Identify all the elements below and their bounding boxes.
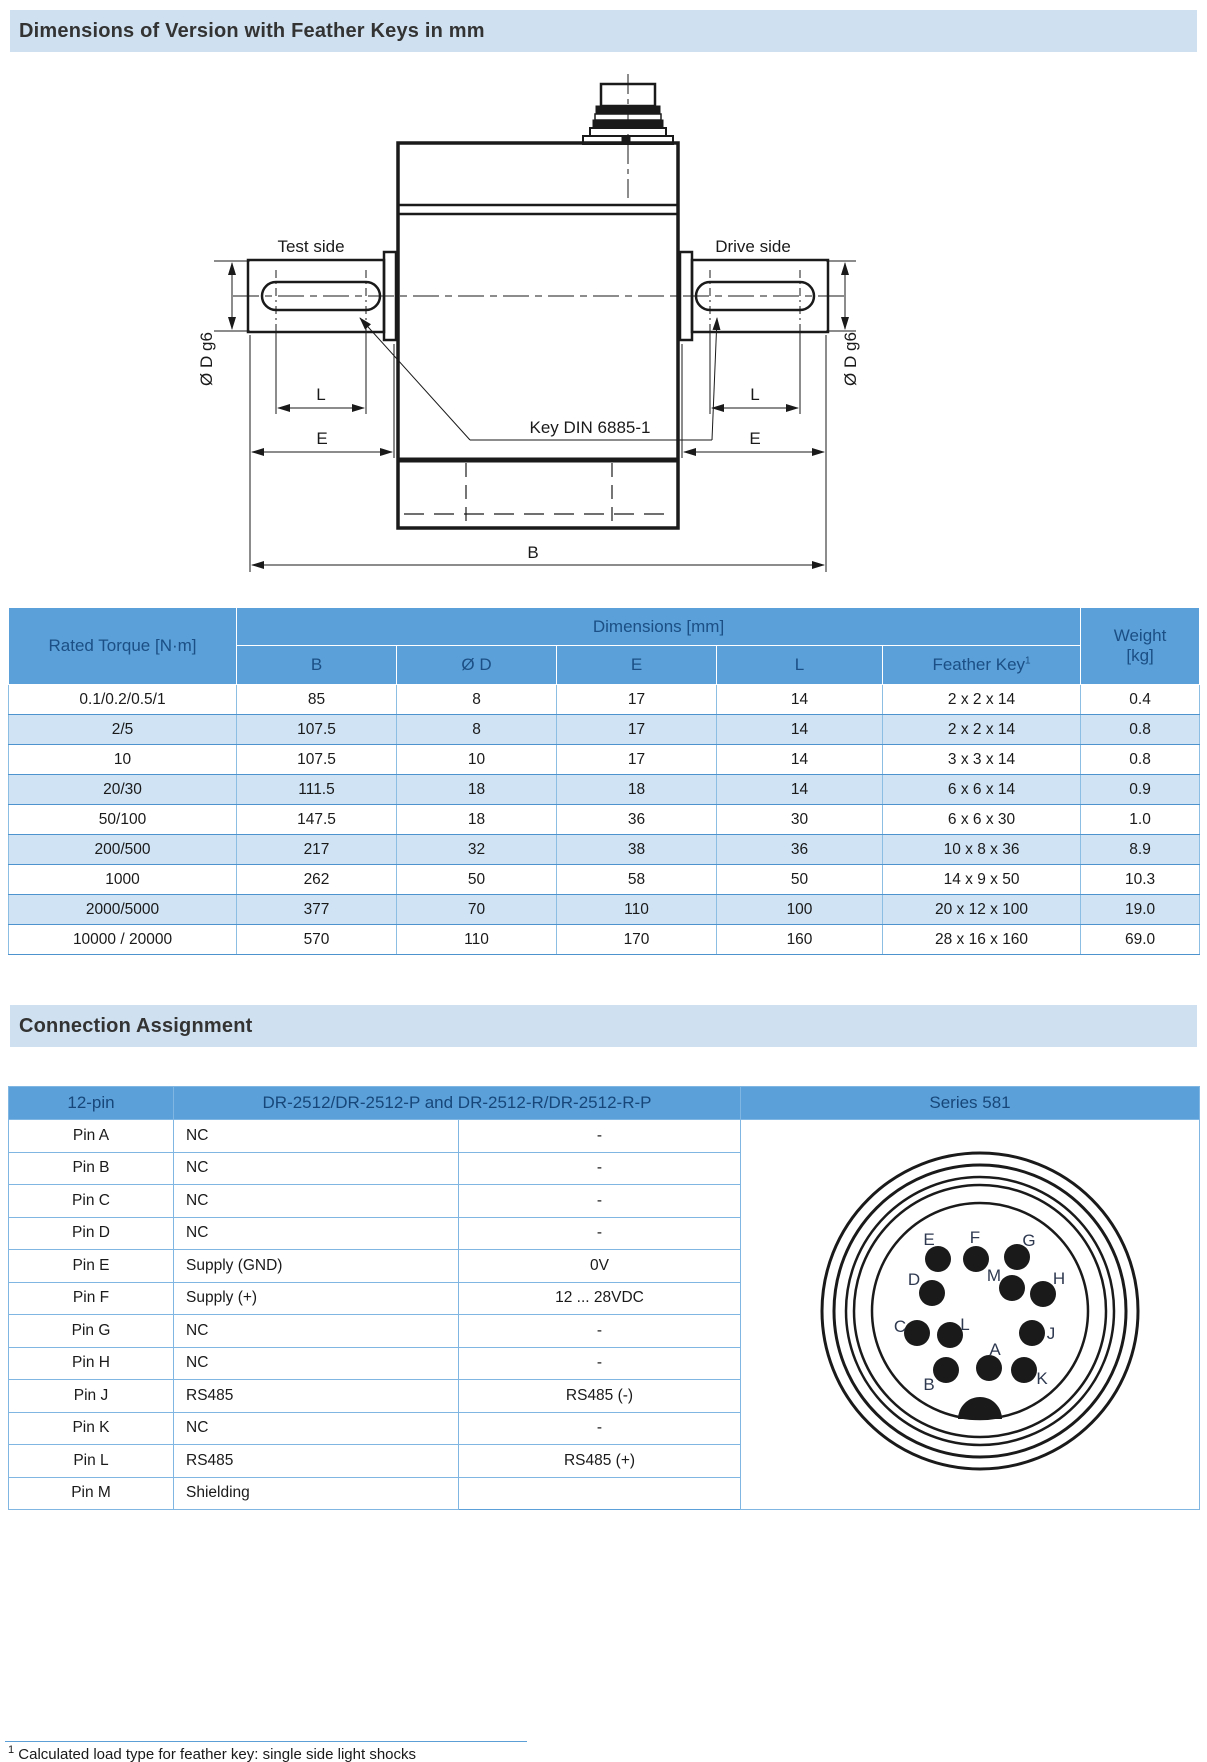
dim-row-cell: 20/30 (9, 775, 237, 805)
dimensions-table (8, 607, 1200, 955)
dim-e-right-label: E (749, 429, 761, 448)
dim-row-cell: 8.9 (1081, 835, 1200, 865)
series-col-header: Series 581 (741, 1087, 1200, 1120)
dim-row-cell: 107.5 (237, 745, 397, 775)
pin-e-dot (925, 1246, 951, 1272)
dim-row-cell: 2 x 2 x 14 (883, 685, 1081, 715)
pin-row-cell: NC (174, 1120, 459, 1153)
dim-row-cell: 170 (557, 925, 717, 955)
pin-row-cell: - (459, 1347, 741, 1380)
section-title: Connection Assignment (19, 1014, 253, 1037)
dim-row-cell: 18 (557, 775, 717, 805)
dim-diameter-left-label: Ø D g6 (197, 332, 216, 386)
pin-row-cell: - (459, 1412, 741, 1445)
pin-f-label: F (969, 1228, 981, 1247)
pin-row-cell: NC (174, 1315, 459, 1348)
torque-sensor-drawing (0, 0, 1207, 600)
dim-row-cell: 6 x 6 x 14 (883, 775, 1081, 805)
pin-row-cell: Supply (GND) (174, 1250, 459, 1283)
pin-row-cell: - (459, 1315, 741, 1348)
col-header-d: Ø D (397, 646, 557, 685)
pin-row-cell: Pin K (9, 1412, 174, 1445)
dim-row-cell: 14 (717, 685, 883, 715)
dim-row-cell: 14 x 9 x 50 (883, 865, 1081, 895)
pin-j-label: J (1046, 1324, 1056, 1343)
dim-row (9, 865, 1200, 895)
dim-row-cell: 38 (557, 835, 717, 865)
dim-row-cell: 85 (237, 685, 397, 715)
dim-row-cell: 147.5 (237, 805, 397, 835)
dim-row-cell: 36 (557, 805, 717, 835)
dim-row-cell: 58 (557, 865, 717, 895)
pin-row-cell: Pin D (9, 1217, 174, 1250)
dim-row-cell: 50 (717, 865, 883, 895)
dim-row-cell: 1000 (9, 865, 237, 895)
pin-row-cell: Pin L (9, 1445, 174, 1478)
dim-row-cell: 6 x 6 x 30 (883, 805, 1081, 835)
dim-row-cell: 0.1/0.2/0.5/1 (9, 685, 237, 715)
pin-row-cell: NC (174, 1217, 459, 1250)
pin-e-label: E (923, 1230, 935, 1249)
dim-row-cell: 50 (397, 865, 557, 895)
pin-row-cell: Pin F (9, 1282, 174, 1315)
pin-assignment-table (8, 1086, 1200, 1510)
dim-row (9, 895, 1200, 925)
dim-row-cell: 1.0 (1081, 805, 1200, 835)
pin-row-cell (459, 1477, 741, 1510)
pin-c-label: C (893, 1317, 907, 1336)
pin-row-cell: NC (174, 1152, 459, 1185)
dim-row-cell: 36 (717, 835, 883, 865)
pin-h-label: H (1052, 1269, 1066, 1288)
dim-row-cell: 18 (397, 805, 557, 835)
pin-row-cell: Pin C (9, 1185, 174, 1218)
dim-l-left-label: L (316, 385, 326, 404)
dim-row-cell: 50/100 (9, 805, 237, 835)
pin-row-cell: Pin A (9, 1120, 174, 1153)
dim-row-cell: 3 x 3 x 14 (883, 745, 1081, 775)
pin-row-cell: 0V (459, 1250, 741, 1283)
dim-row-cell: 377 (237, 895, 397, 925)
pin-l-dot (937, 1322, 963, 1348)
dim-row-cell: 10.3 (1081, 865, 1200, 895)
pin-row-cell: RS485 (174, 1445, 459, 1478)
pin-row-cell: Pin M (9, 1477, 174, 1510)
pin-c-dot (904, 1320, 930, 1346)
pin-d-label: D (907, 1270, 921, 1289)
dim-row-cell: 107.5 (237, 715, 397, 745)
dim-row-cell: 2000/5000 (9, 895, 237, 925)
pin-row-cell: - (459, 1152, 741, 1185)
pin-row (9, 1120, 1200, 1153)
models-col-header: DR-2512/DR-2512-P and DR-2512-R/DR-2512-R-P (174, 1087, 741, 1120)
col-header-e: E (557, 646, 717, 685)
col-header-torque: Rated Torque [N·m] (9, 608, 237, 685)
dim-row-cell: 217 (237, 835, 397, 865)
dim-row-cell: 28 x 16 x 160 (883, 925, 1081, 955)
pin-row-cell: NC (174, 1185, 459, 1218)
pin-row-cell: - (459, 1185, 741, 1218)
dim-row-cell: 19.0 (1081, 895, 1200, 925)
pin-row-cell: Pin E (9, 1250, 174, 1283)
pin-k-label: K (1036, 1369, 1048, 1388)
pin-row-cell: RS485 (-) (459, 1380, 741, 1413)
dim-row (9, 775, 1200, 805)
pin-row-cell: NC (174, 1412, 459, 1445)
dim-row-cell: 8 (397, 715, 557, 745)
pin-m-dot (999, 1275, 1025, 1301)
dim-l-right-label: L (750, 385, 760, 404)
connector-face-diagram (741, 1120, 1198, 1504)
pin-row-cell: Pin G (9, 1315, 174, 1348)
dim-row-cell: 14 (717, 775, 883, 805)
dim-row-cell: 262 (237, 865, 397, 895)
dim-e-left-label: E (316, 429, 328, 448)
dim-e-left (250, 335, 394, 572)
key-din-label: Key DIN 6885-1 (529, 418, 651, 437)
pin-row-cell: - (459, 1217, 741, 1250)
section-header-connection (10, 1005, 1197, 1047)
footnote-divider (5, 1741, 527, 1742)
dim-row-cell: 8 (397, 685, 557, 715)
dim-row-cell: 0.4 (1081, 685, 1200, 715)
dim-row (9, 715, 1200, 745)
col-header-dimensions: Dimensions [mm] (237, 608, 1081, 646)
dim-row-cell: 10 (9, 745, 237, 775)
pin-row-cell: Shielding (174, 1477, 459, 1510)
dim-b-label: B (527, 543, 539, 562)
pin-row-cell: Supply (+) (174, 1282, 459, 1315)
pin-row-cell: RS485 (174, 1380, 459, 1413)
pin-j-dot (1019, 1320, 1045, 1346)
dim-row-cell: 100 (717, 895, 883, 925)
pin-row-cell: Pin H (9, 1347, 174, 1380)
section-title: Dimensions of Version with Feather Keys in mm (19, 19, 485, 42)
sensor-body (398, 143, 678, 528)
footnote: $^1$ Calculated load type for feather key: single side light shocks (8, 1744, 417, 1762)
pin-b-dot (933, 1357, 959, 1383)
drive-side-label: Drive side (715, 237, 791, 256)
dim-row-cell: 2/5 (9, 715, 237, 745)
dim-row-cell: 10000 / 20000 (9, 925, 237, 955)
dim-row-cell: 17 (557, 745, 717, 775)
dim-row-cell: 160 (717, 925, 883, 955)
dim-row (9, 805, 1200, 835)
dim-row-cell: 0.9 (1081, 775, 1200, 805)
dim-row-cell: 200/500 (9, 835, 237, 865)
dim-row (9, 685, 1200, 715)
col-header-feather-key: Feather Key$^1$ (883, 646, 1081, 685)
series-581-diagram-cell (741, 1120, 1200, 1510)
pin-row-cell: RS485 (+) (459, 1445, 741, 1478)
pin-k-dot (1011, 1357, 1037, 1383)
dim-e-right (682, 335, 826, 572)
dim-row (9, 835, 1200, 865)
dim-diameter-right-label: Ø D g6 (841, 332, 860, 386)
col-header-l: L (717, 646, 883, 685)
test-side-label: Test side (277, 237, 345, 256)
dim-row-cell: 2 x 2 x 14 (883, 715, 1081, 745)
pin-b-label: B (923, 1375, 935, 1394)
connector-notch (958, 1397, 1002, 1419)
dim-row-cell: 20 x 12 x 100 (883, 895, 1081, 925)
dim-row-cell: 14 (717, 745, 883, 775)
dim-row-cell: 30 (717, 805, 883, 835)
dim-row-cell: 14 (717, 715, 883, 745)
dim-row-cell: 111.5 (237, 775, 397, 805)
dim-row-cell: 110 (397, 925, 557, 955)
col-header-weight: Weight [kg] (1081, 608, 1200, 685)
dim-row-cell: 10 x 8 x 36 (883, 835, 1081, 865)
col-header-b: B (237, 646, 397, 685)
connector-diagram-container (741, 1120, 1199, 1509)
pin-col-header: 12-pin (9, 1087, 174, 1120)
pin-g-label: G (1022, 1231, 1036, 1250)
pin-m-label: M (986, 1266, 1002, 1285)
dim-row (9, 925, 1200, 955)
dim-row-cell: 18 (397, 775, 557, 805)
dim-row-cell: 70 (397, 895, 557, 925)
dim-row-cell: 0.8 (1081, 715, 1200, 745)
pin-f-dot (963, 1246, 989, 1272)
dim-row-cell: 0.8 (1081, 745, 1200, 775)
dim-row-cell: 69.0 (1081, 925, 1200, 955)
pin-row-cell: 12 ... 28VDC (459, 1282, 741, 1315)
dim-row-cell: 32 (397, 835, 557, 865)
pin-row-cell: NC (174, 1347, 459, 1380)
pin-row-cell: Pin J (9, 1380, 174, 1413)
pin-row-cell: Pin B (9, 1152, 174, 1185)
pin-d-dot (919, 1280, 945, 1306)
dim-row-cell: 10 (397, 745, 557, 775)
dim-row-cell: 17 (557, 715, 717, 745)
dim-row-cell: 570 (237, 925, 397, 955)
pin-row-cell: - (459, 1120, 741, 1153)
dim-row (9, 745, 1200, 775)
dim-row-cell: 17 (557, 685, 717, 715)
pin-l-label: L (960, 1315, 970, 1334)
pin-a-label: A (989, 1340, 1001, 1359)
dim-row-cell: 110 (557, 895, 717, 925)
